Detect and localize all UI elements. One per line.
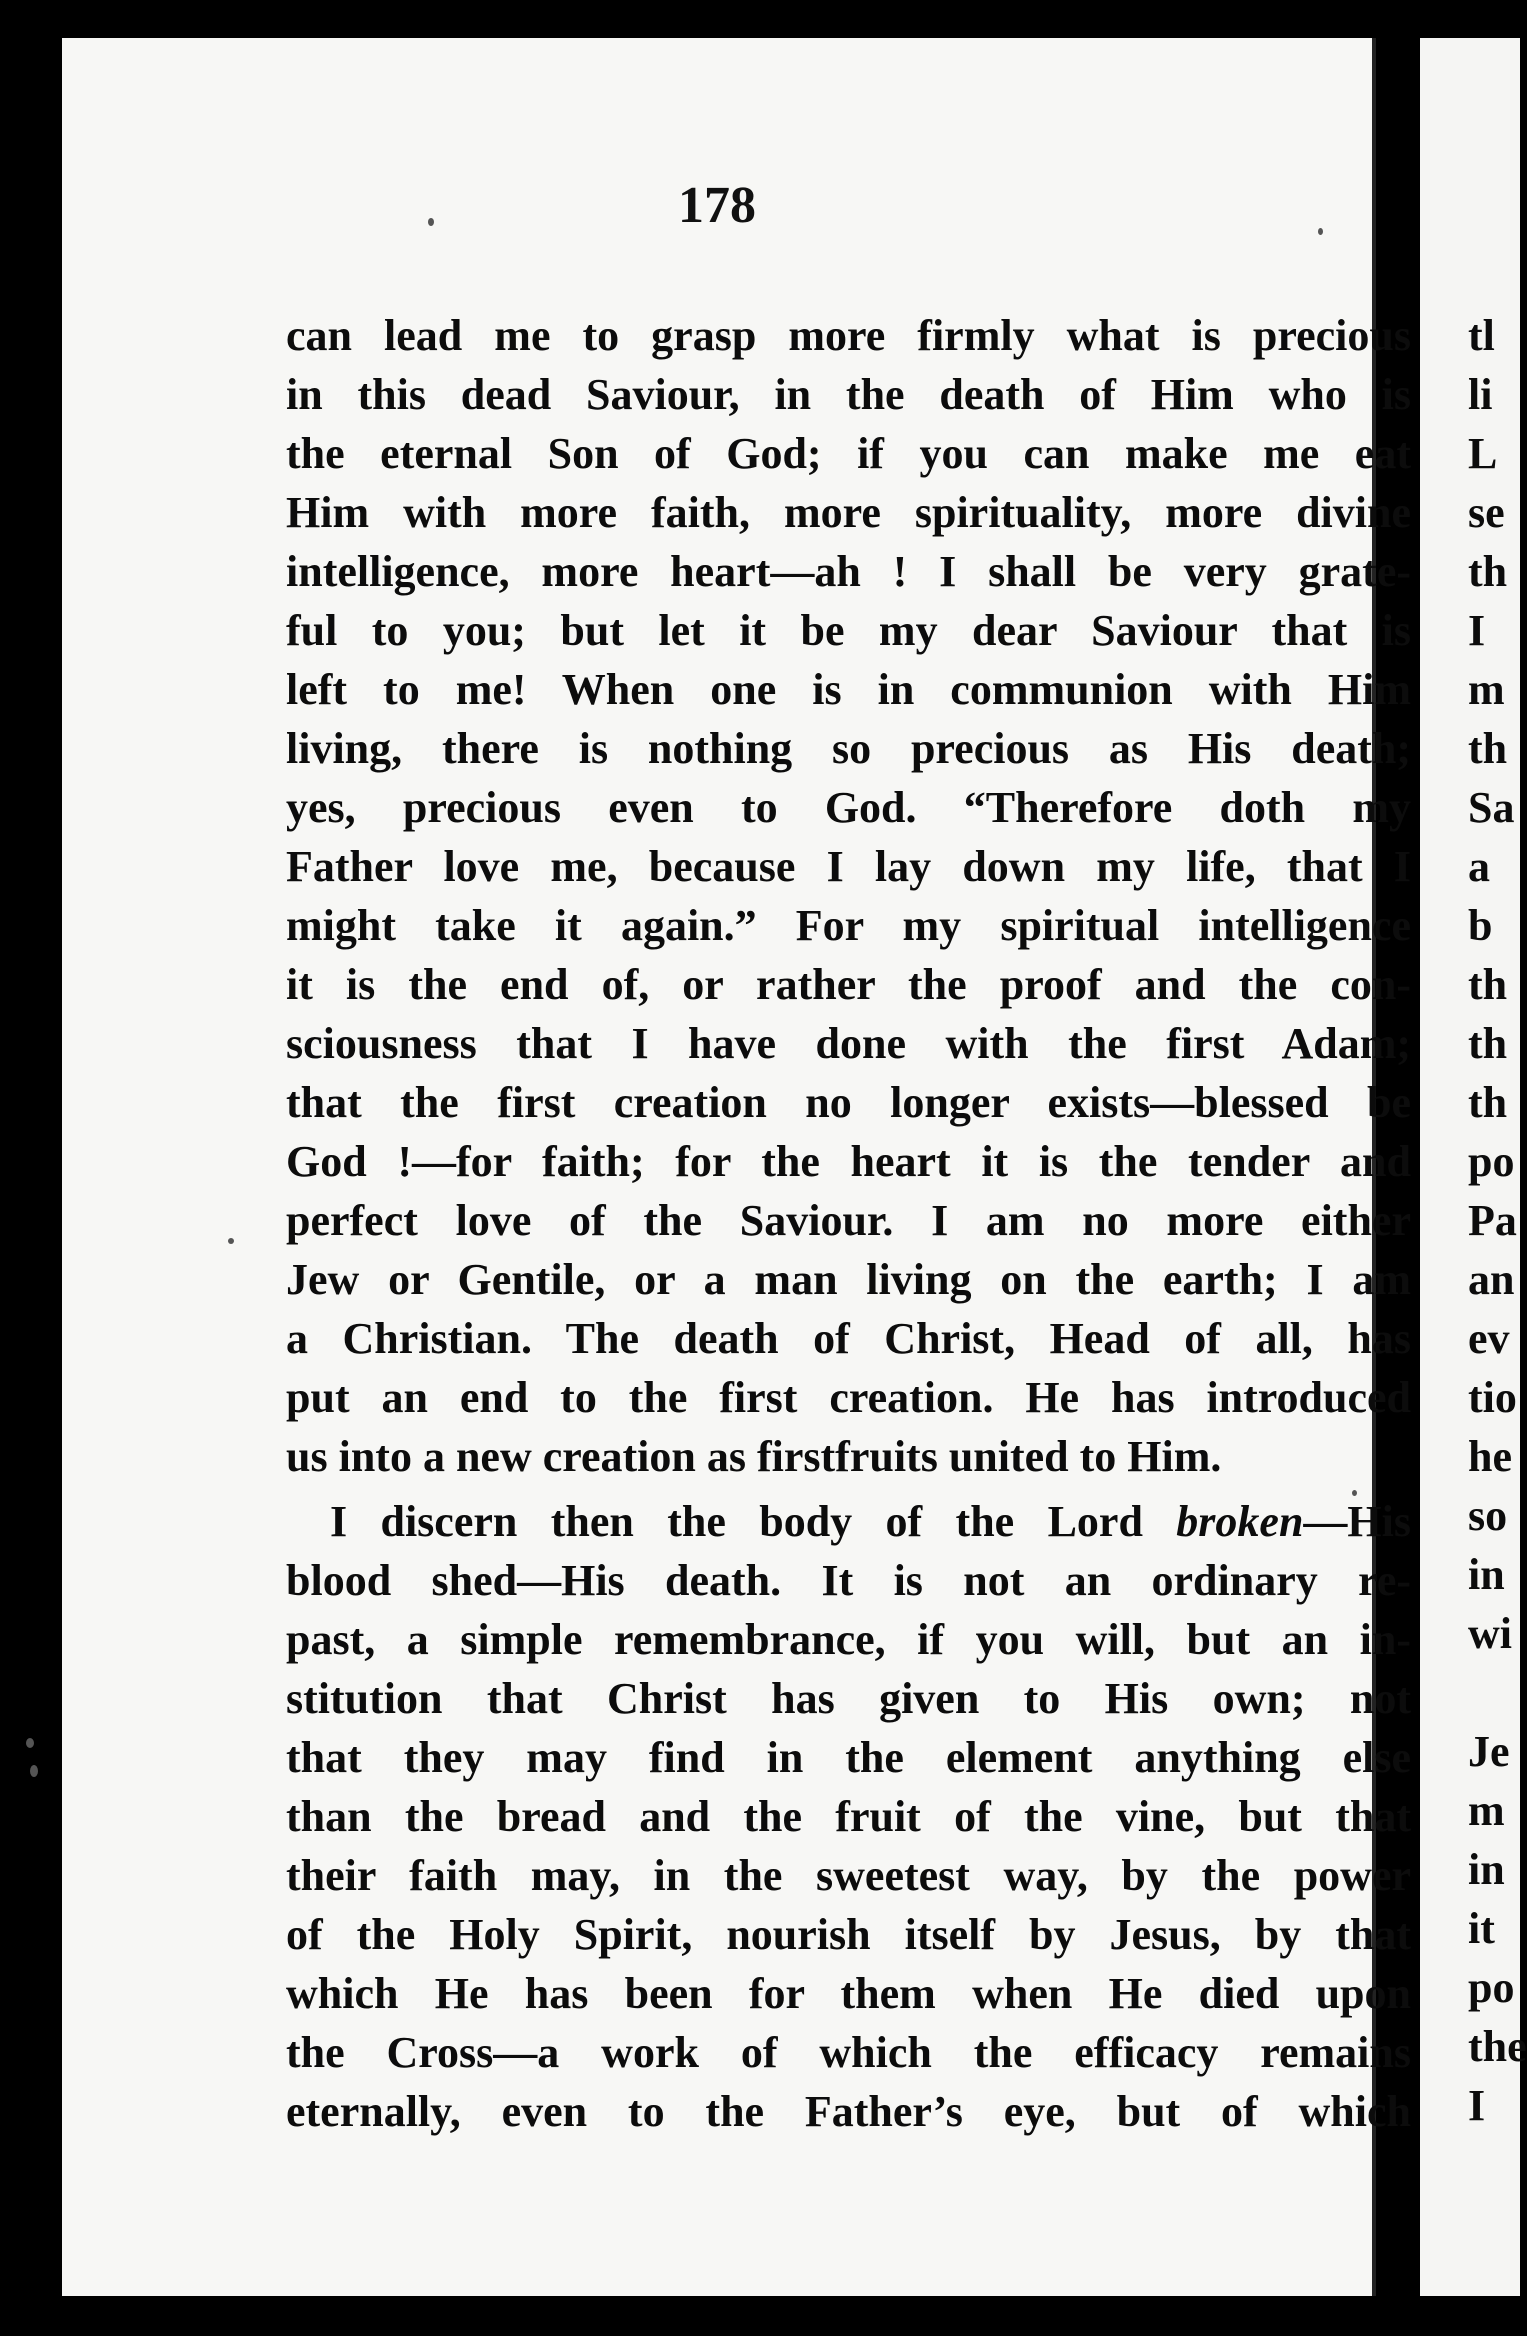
- text-line: us into a new creation as firstfruits united to Him.: [286, 1432, 1222, 1481]
- fragment-line: an: [1468, 1255, 1515, 1304]
- paper-speck: [1318, 228, 1323, 235]
- fragment-line: L: [1468, 429, 1498, 478]
- fragment-line: Je: [1468, 1727, 1510, 1776]
- text-line: God !—for faith; for the heart it is the tender and: [286, 1137, 1411, 1186]
- fragment-line: m: [1468, 1786, 1505, 1835]
- text-line: a Christian. The death of Christ, Head of all, has: [286, 1314, 1411, 1363]
- text-line: yes, precious even to God. “Therefore doth my: [286, 783, 1411, 832]
- text-line: ful to you; but let it be my dear Saviour that is: [286, 606, 1411, 655]
- adjacent-page-edge: [1420, 38, 1527, 2296]
- fragment-line: a: [1468, 842, 1490, 891]
- paragraph-1: [286, 306, 1411, 1486]
- text-line: sciousness that I have done with the first Adam;: [286, 1019, 1411, 1068]
- text-line: which He has been for them when He died upon: [286, 1969, 1411, 2018]
- text-line: than the bread and the fruit of the vine, but that: [286, 1792, 1411, 1841]
- text-line: that they may find in the element anything else: [286, 1733, 1411, 1782]
- text-line: perfect love of the Saviour. I am no more either: [286, 1196, 1411, 1245]
- paper-speck: [1352, 1490, 1357, 1496]
- fragment-line: I: [1468, 606, 1486, 655]
- text-line: their faith may, in the sweetest way, by the power: [286, 1851, 1411, 1900]
- fragment-line: so: [1468, 1491, 1508, 1540]
- fragment-line: se: [1468, 488, 1505, 537]
- adjacent-page-text: [1468, 306, 1527, 2135]
- main-page: [62, 38, 1411, 2296]
- paper-speck: [30, 1765, 38, 1777]
- fragment-line: po: [1468, 1963, 1515, 2012]
- text-line: past, a simple remembrance, if you will, but an in-: [286, 1615, 1411, 1664]
- paper-speck: [26, 1738, 34, 1748]
- text-line: blood shed—His death. It is not an ordinary re-: [286, 1556, 1411, 1605]
- fragment-line: tio: [1468, 1373, 1517, 1422]
- fragment-line: m: [1468, 665, 1505, 714]
- fragment-line: ev: [1468, 1314, 1510, 1363]
- text-line: stitution that Christ has given to His own; not: [286, 1674, 1411, 1723]
- fragment-line: tl: [1468, 311, 1495, 360]
- text-line: it is the end of, or rather the proof and the con-: [286, 960, 1411, 1009]
- body-text: [286, 306, 1411, 2141]
- text-line: Him with more faith, more spirituality, more divine: [286, 488, 1411, 537]
- text-line: Father love me, because I lay down my life, that I: [286, 842, 1411, 891]
- text-line: might take it again.” For my spiritual intelligence: [286, 901, 1411, 950]
- fragment-line: th: [1468, 960, 1508, 1009]
- text-line: in this dead Saviour, in the death of Him who is: [286, 370, 1411, 419]
- fragment-line: th: [1468, 1078, 1508, 1127]
- text-line: that the first creation no longer exists—blessed be: [286, 1078, 1411, 1127]
- text-line: intelligence, more heart—ah ! I shall be very grate-: [286, 547, 1411, 596]
- paragraph-2: [286, 1492, 1411, 2141]
- page-number: 178: [678, 177, 756, 234]
- fragment-line: po: [1468, 1137, 1515, 1186]
- text-line: can lead me to grasp more firmly what is precious: [286, 311, 1411, 360]
- fragment-line: th: [1468, 547, 1508, 596]
- paper-speck: [428, 218, 434, 226]
- fragment-line: I: [1468, 2081, 1486, 2130]
- fragment-line: the: [1468, 2022, 1527, 2071]
- fragment-line: in: [1468, 1845, 1505, 1894]
- fragment-line: in: [1468, 1550, 1505, 1599]
- fragment-line: th: [1468, 1019, 1508, 1068]
- paper-speck: [228, 1238, 234, 1244]
- fragment-line: wi: [1468, 1609, 1512, 1658]
- fragment-line: he: [1468, 1432, 1512, 1481]
- fragment-line: Sa: [1468, 783, 1515, 832]
- text-line: put an end to the first creation. He has introduced: [286, 1373, 1411, 1422]
- text-line: the Cross—a work of which the efficacy remains: [286, 2028, 1411, 2077]
- fragment-line: Pa: [1468, 1196, 1517, 1245]
- fragment-line: b: [1468, 901, 1493, 950]
- text-line: left to me! When one is in communion with Him: [286, 665, 1411, 714]
- text-line: Jew or Gentile, or a man living on the earth; I am: [286, 1255, 1411, 1304]
- text-line: living, there is nothing so precious as His death;: [286, 724, 1411, 773]
- fragment-line: li: [1468, 370, 1493, 419]
- text-line: the eternal Son of God; if you can make me eat: [286, 429, 1411, 478]
- text-line: eternally, even to the Father’s eye, but of which: [286, 2087, 1411, 2136]
- text-line: I discern then the body of the Lord broken—His: [330, 1497, 1411, 1546]
- fragment-line: it: [1468, 1904, 1495, 1953]
- text-line: of the Holy Spirit, nourish itself by Jesus, by that: [286, 1910, 1411, 1959]
- italic-word: broken: [1176, 1497, 1304, 1546]
- fragment-line: [1468, 1663, 1527, 1722]
- fragment-line: th: [1468, 724, 1508, 773]
